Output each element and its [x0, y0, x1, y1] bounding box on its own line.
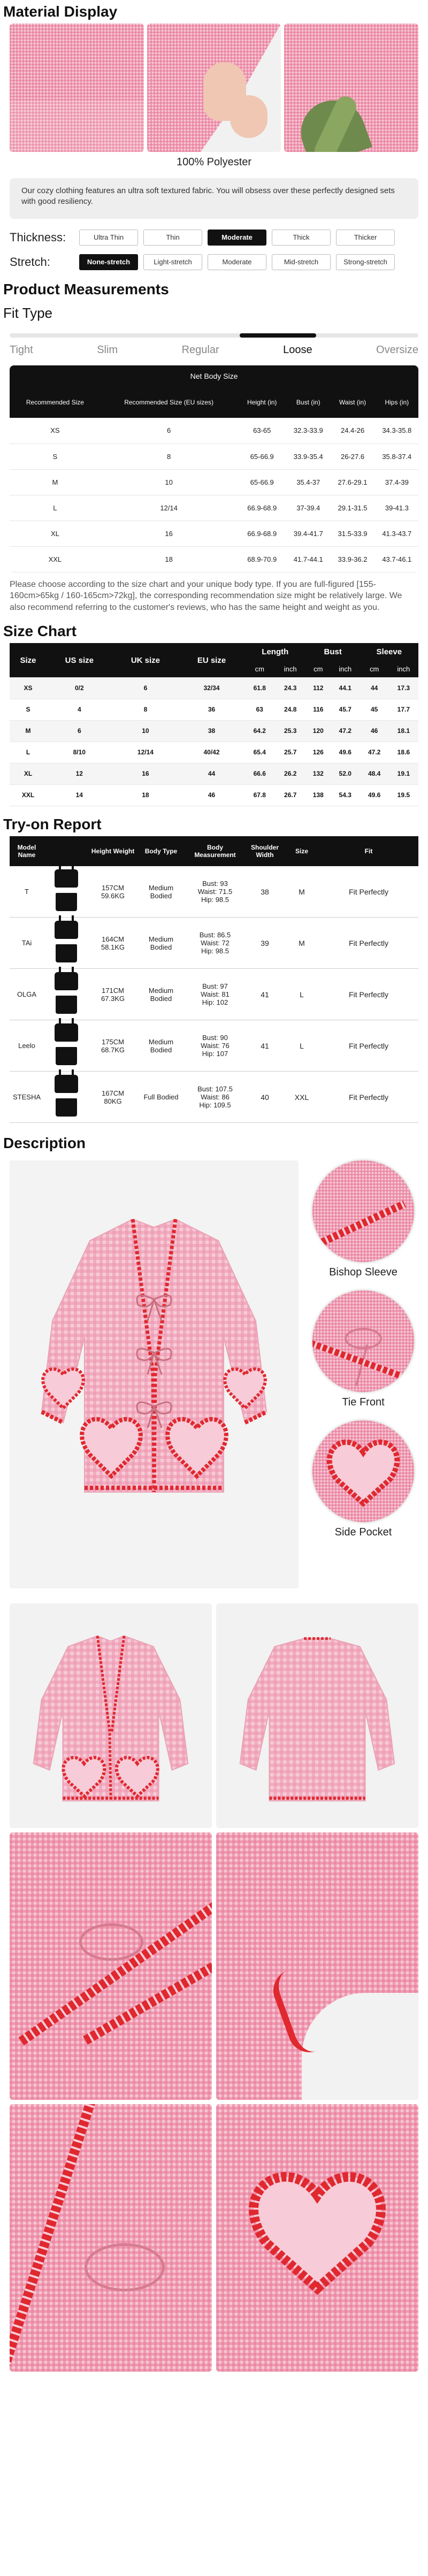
size-chart-cell: 138: [306, 784, 331, 806]
outfit-thumbnail: [44, 918, 89, 969]
model-name: STESHA: [10, 1072, 44, 1123]
tryon-table: [10, 836, 418, 1123]
thickness-option[interactable]: Ultra Thin: [79, 230, 138, 246]
height-weight: [89, 1072, 137, 1123]
measurement-line: Bust: 97: [202, 982, 228, 991]
tryon-row: [10, 1020, 418, 1072]
cardigan-front-icon: [10, 1603, 212, 1828]
size-chart-cell: 44: [360, 677, 389, 699]
size-chart-cell: 32/34: [179, 677, 244, 699]
size-chart-cell: 8: [112, 699, 179, 720]
size-chart-cell: 45.7: [331, 699, 360, 720]
sleeve-closeup-photo[interactable]: [216, 1832, 418, 2100]
size-chart-cell: 4: [47, 699, 112, 720]
size-chart-cell: 25.3: [275, 720, 306, 742]
side-pocket-detail[interactable]: [312, 1420, 414, 1522]
stretch-option[interactable]: Mid-stretch: [272, 254, 331, 270]
thickness-option-selected[interactable]: Moderate: [208, 230, 266, 246]
fit-bar: [10, 333, 418, 338]
size-chart-cell: 25.7: [275, 742, 306, 763]
size-chart-cell: 116: [306, 699, 331, 720]
gallery-row-2: [0, 1832, 428, 2100]
model-height: 164CM: [102, 935, 124, 943]
shorts-garment-icon: [56, 1047, 77, 1065]
size-chart-cell: 61.8: [244, 677, 275, 699]
body-size-cell: 16: [101, 521, 238, 546]
body-size-cell: 35.4-37: [287, 469, 330, 495]
thickness-label: Thickness:: [10, 231, 66, 244]
material-images: [0, 24, 428, 152]
detail-label: Bishop Sleeve: [329, 1266, 398, 1279]
fit-option: Slim: [97, 344, 118, 356]
unit-header: inch: [331, 660, 360, 677]
size-chart-cell: 65.4: [244, 742, 275, 763]
model-weight: 68.7KG: [101, 1045, 125, 1054]
tryon-row: [10, 918, 418, 969]
measurement-line: Hip: 109.5: [199, 1101, 231, 1110]
size-chart-cell: 112: [306, 677, 331, 699]
size-chart-cell: 18: [112, 784, 179, 806]
col-header: Body Type: [137, 836, 185, 866]
body-size-cell: 18: [101, 546, 238, 572]
top-garment-icon: [55, 921, 78, 939]
unit-header: inch: [275, 660, 306, 677]
size-chart-cell: 47.2: [331, 720, 360, 742]
shorts-garment-icon: [56, 1098, 77, 1117]
measurement-line: Waist: 86: [201, 1093, 230, 1102]
size-chart-cell: 46: [179, 784, 244, 806]
col-header: Model Name: [10, 836, 44, 866]
size-chart-cell: S: [10, 699, 47, 720]
size-chart-cell: 18.1: [389, 720, 418, 742]
col-header: Fit: [319, 836, 418, 866]
col-header: Waist (in): [330, 387, 375, 418]
body-measurement: [185, 866, 245, 918]
model-name: OLGA: [10, 969, 44, 1020]
body-size-cell: 68.9-70.9: [237, 546, 287, 572]
size-chart-cell: 16: [112, 763, 179, 784]
body-size-cell: 8: [101, 444, 238, 469]
size-chart-cell: 49.6: [331, 742, 360, 763]
body-size-row: [10, 521, 418, 546]
col-header: Size: [10, 643, 47, 677]
model-height: 157CM: [102, 883, 124, 892]
model-size: M: [285, 918, 319, 969]
col-header: Bust: [306, 643, 360, 660]
col-header: Shoulder Width: [245, 836, 285, 866]
body-size-cell: XXL: [10, 546, 101, 572]
model-size: M: [285, 866, 319, 918]
size-chart-cell: 63: [244, 699, 275, 720]
body-size-cell: 27.6-29.1: [330, 469, 375, 495]
body-type: Medium Bodied: [137, 1020, 185, 1072]
thickness-option[interactable]: Thicker: [336, 230, 395, 246]
bishop-sleeve-detail[interactable]: [312, 1160, 414, 1262]
outfit-icon: [52, 921, 81, 966]
fit-result: Fit Perfectly: [319, 866, 418, 918]
col-header: Size: [285, 836, 319, 866]
body-size-cell: 33.9-35.4: [287, 444, 330, 469]
size-chart-cell: 26.2: [275, 763, 306, 784]
fit-type-title: Fit Type: [3, 305, 53, 321]
outfit-icon: [52, 1075, 81, 1120]
body-size-cell: 10: [101, 469, 238, 495]
product-front-photo[interactable]: [10, 1603, 212, 1828]
shorts-garment-icon: [56, 996, 77, 1014]
size-chart-cell: M: [10, 720, 47, 742]
body-size-cell: M: [10, 469, 101, 495]
unit-header: cm: [244, 660, 275, 677]
size-chart-row: [10, 677, 418, 699]
heart-pocket-closeup-icon: [216, 2104, 418, 2372]
model-height: 167CM: [102, 1089, 124, 1097]
col-header: Recommended Size (EU sizes): [101, 387, 238, 418]
size-chart-row: [10, 763, 418, 784]
body-size-row: [10, 546, 418, 572]
outfit-icon: [52, 869, 81, 914]
model-size: XXL: [285, 1072, 319, 1123]
fit-result: Fit Perfectly: [319, 1072, 418, 1123]
body-size-cell: 37.4-39: [376, 469, 418, 495]
size-chart-cell: XL: [10, 763, 47, 784]
model-name: T: [10, 866, 44, 918]
body-size-cell: 32.3-33.9: [287, 418, 330, 444]
size-chart-section: [0, 620, 428, 806]
product-back-photo[interactable]: [216, 1603, 418, 1828]
body-type: Medium Bodied: [137, 969, 185, 1020]
fit-result: Fit Perfectly: [319, 1020, 418, 1072]
measurement-line: Bust: 93: [202, 880, 228, 888]
size-chart-cell: 45: [360, 699, 389, 720]
product-main-image[interactable]: [10, 1160, 299, 1588]
measurement-line: Waist: 72: [201, 939, 230, 947]
body-size-row: [10, 469, 418, 495]
size-note: Please choose according to the size chart and your unique body type. If you are full-figured [155-160cm>65kg / 160-165cm>72kg], the corresponding recommendation size might be relatively large. We also recommend referring to the customer's reviews, who has the same height and weight as you.: [10, 579, 402, 612]
size-chart-cell: 24.3: [275, 677, 306, 699]
model-weight: 80KG: [104, 1097, 122, 1105]
fit-type-scale: [0, 323, 428, 365]
measurement-line: Waist: 81: [201, 990, 230, 999]
fit-option: Oversize: [376, 344, 418, 356]
body-size-row: [10, 495, 418, 521]
fit-labels: [10, 344, 418, 356]
body-size-cell: 65-66.9: [237, 444, 287, 469]
body-measurement: [185, 918, 245, 969]
size-chart-cell: 36: [179, 699, 244, 720]
shorts-garment-icon: [56, 944, 77, 962]
material-caption: 100% Polyester: [176, 156, 252, 168]
outfit-thumbnail: [44, 1072, 89, 1123]
thickness-row: [0, 225, 428, 250]
size-chart-cell: 6: [47, 720, 112, 742]
shoulder-width: 39: [245, 918, 285, 969]
size-chart-cell: 64.2: [244, 720, 275, 742]
model-weight: 58.1KG: [101, 943, 125, 951]
body-size-cell: 35.8-37.4: [376, 444, 418, 469]
size-chart-cell: 6: [112, 677, 179, 699]
cardigan-back-icon: [216, 1603, 418, 1828]
body-size-cell: 66.9-68.9: [237, 495, 287, 521]
height-weight: [89, 969, 137, 1020]
thickness-option[interactable]: Thick: [272, 230, 331, 246]
body-size-row: [10, 444, 418, 469]
tie-closeup-photo[interactable]: [10, 1832, 212, 2100]
size-chart-cell: 19.1: [389, 763, 418, 784]
size-chart-cell: 12: [47, 763, 112, 784]
body-size-table: [10, 365, 418, 572]
stretch-option[interactable]: Moderate: [208, 254, 266, 270]
size-chart-cell: 46: [360, 720, 389, 742]
body-type: Medium Bodied: [137, 866, 185, 918]
model-size: L: [285, 1020, 319, 1072]
col-header: Bust (in): [287, 387, 330, 418]
body-size-cell: 39.4-41.7: [287, 521, 330, 546]
measurement-line: Hip: 107: [202, 1050, 228, 1058]
size-chart-cell: 10: [112, 720, 179, 742]
fabric-image-2[interactable]: [147, 24, 281, 152]
body-size-cell: XS: [10, 418, 101, 444]
size-chart-cell: 44: [179, 763, 244, 784]
size-chart-cell: 24.8: [275, 699, 306, 720]
shoulder-width: 40: [245, 1072, 285, 1123]
stretch-option[interactable]: Light-stretch: [143, 254, 202, 270]
size-chart-cell: 0/2: [47, 677, 112, 699]
top-garment-icon: [55, 1075, 78, 1093]
col-header: Body Measurement: [185, 836, 245, 866]
body-size-cell: 43.7-46.1: [376, 546, 418, 572]
size-chart-cell: XXL: [10, 784, 47, 806]
fit-option: Tight: [10, 344, 33, 356]
tryon-row: [10, 866, 418, 918]
measurement-line: Bust: 107.5: [197, 1085, 233, 1094]
body-type: Medium Bodied: [137, 918, 185, 969]
description-title: Description: [3, 1135, 86, 1152]
col-header: Recommended Size: [10, 387, 101, 418]
detail-callouts: [308, 1160, 418, 1599]
measurement-line: Hip: 102: [202, 998, 228, 1007]
size-chart-cell: 49.6: [360, 784, 389, 806]
measurement-line: Hip: 98.5: [201, 947, 230, 956]
body-size-cell: L: [10, 495, 101, 521]
body-measurement: [185, 1020, 245, 1072]
body-size-cell: 6: [101, 418, 238, 444]
body-size-cell: 65-66.9: [237, 469, 287, 495]
size-chart-cell: 17.7: [389, 699, 418, 720]
stretch-row: [0, 250, 428, 274]
size-chart-cell: 47.2: [360, 742, 389, 763]
fabric-image-3[interactable]: [284, 24, 418, 152]
body-size-cell: 34.3-35.8: [376, 418, 418, 444]
size-chart-table: [10, 643, 418, 806]
unit-header: cm: [360, 660, 389, 677]
model-weight: 67.3KG: [101, 994, 125, 1003]
tryon-title: Try-on Report: [3, 815, 102, 832]
col-header: Hips (in): [376, 387, 418, 418]
measurement-line: Waist: 76: [201, 1042, 230, 1050]
thickness-option[interactable]: Thin: [143, 230, 202, 246]
tryon-row: [10, 1072, 418, 1123]
height-weight: [89, 1020, 137, 1072]
measurement-line: Bust: 86.5: [199, 931, 231, 939]
size-chart-cell: 18.6: [389, 742, 418, 763]
body-size-cell: 31.5-33.9: [330, 521, 375, 546]
body-size-cell: 63-65: [237, 418, 287, 444]
col-header: Sleeve: [360, 643, 418, 660]
pocket-closeup-photo[interactable]: [216, 2104, 418, 2372]
heart-pocket-icon: [312, 1420, 414, 1522]
fit-result: Fit Perfectly: [319, 969, 418, 1020]
detail-label: Tie Front: [342, 1396, 385, 1409]
shorts-garment-icon: [56, 893, 77, 911]
fit-result: Fit Perfectly: [319, 918, 418, 969]
body-size-caption: Net Body Size: [10, 365, 418, 387]
measurements-section: [0, 278, 428, 620]
body-size-cell: S: [10, 444, 101, 469]
tryon-section: [0, 813, 428, 1123]
size-chart-cell: 120: [306, 720, 331, 742]
col-header: Length: [244, 643, 306, 660]
outfit-thumbnail: [44, 969, 89, 1020]
body-size-cell: 12/14: [101, 495, 238, 521]
size-chart-cell: 14: [47, 784, 112, 806]
measurement-line: Bust: 90: [202, 1034, 228, 1042]
size-chart-cell: 66.6: [244, 763, 275, 784]
measurement-line: Waist: 71.5: [197, 888, 233, 896]
description-section: [0, 1132, 428, 2372]
model-height: 171CM: [102, 986, 124, 995]
shoulder-width: 41: [245, 1020, 285, 1072]
body-size-cell: 39-41.3: [376, 495, 418, 521]
measurement-line: Hip: 98.5: [201, 896, 230, 904]
col-header: Height Weight: [89, 836, 137, 866]
measurements-title: Product Measurements: [3, 281, 169, 297]
size-chart-cell: 17.3: [389, 677, 418, 699]
stretch-option[interactable]: Strong-stretch: [336, 254, 395, 270]
cardigan-illustration: [10, 1160, 299, 1588]
size-chart-cell: 40/42: [179, 742, 244, 763]
model-weight: 59.6KG: [101, 891, 125, 900]
size-chart-row: [10, 699, 418, 720]
unit-header: inch: [389, 660, 418, 677]
height-weight: [89, 866, 137, 918]
detail-label: Side Pocket: [334, 1526, 392, 1539]
gallery-row-1: [0, 1603, 428, 1828]
size-chart-title: Size Chart: [3, 623, 77, 640]
size-chart-cell: 8/10: [47, 742, 112, 763]
body-size-cell: 26-27.6: [330, 444, 375, 469]
size-chart-row: [10, 720, 418, 742]
model-height: 175CM: [102, 1037, 124, 1046]
fit-option: Regular: [181, 344, 219, 356]
gallery-row-3: [0, 2104, 428, 2372]
col-header: [44, 836, 89, 866]
neckline-closeup-photo[interactable]: [10, 2104, 212, 2372]
size-chart-cell: 19.5: [389, 784, 418, 806]
model-name: TAi: [10, 918, 44, 969]
col-header: UK size: [112, 643, 179, 677]
outfit-thumbnail: [44, 1020, 89, 1072]
height-weight: [89, 918, 137, 969]
body-size-cell: 29.1-31.5: [330, 495, 375, 521]
size-chart-cell: 52.0: [331, 763, 360, 784]
top-garment-icon: [55, 1023, 78, 1042]
size-chart-cell: 44.1: [331, 677, 360, 699]
col-header: EU size: [179, 643, 244, 677]
shoulder-width: 38: [245, 866, 285, 918]
model-size: L: [285, 969, 319, 1020]
body-size-cell: 33.9-36.2: [330, 546, 375, 572]
fit-bar-fill: [240, 333, 316, 338]
body-size-row: [10, 418, 418, 444]
col-header: Height (in): [237, 387, 287, 418]
fit-option-selected: Loose: [283, 344, 312, 356]
size-chart-row: [10, 784, 418, 806]
size-chart-cell: XS: [10, 677, 47, 699]
body-type: Full Bodied: [137, 1072, 185, 1123]
top-garment-icon: [55, 972, 78, 990]
stretch-option-selected[interactable]: None-stretch: [79, 254, 138, 270]
body-size-cell: 41.7-44.1: [287, 546, 330, 572]
body-size-cell: 24.4-26: [330, 418, 375, 444]
col-header: US size: [47, 643, 112, 677]
size-chart-row: [10, 742, 418, 763]
stretch-label: Stretch:: [10, 255, 50, 269]
tryon-row: [10, 969, 418, 1020]
outfit-icon: [52, 1023, 81, 1068]
body-size-cell: 37-39.4: [287, 495, 330, 521]
top-garment-icon: [55, 869, 78, 888]
outfit-icon: [52, 972, 81, 1017]
shoulder-width: 41: [245, 969, 285, 1020]
size-chart-cell: 126: [306, 742, 331, 763]
tie-front-detail[interactable]: [312, 1290, 414, 1392]
size-chart-cell: 48.4: [360, 763, 389, 784]
size-chart-cell: 132: [306, 763, 331, 784]
size-chart-cell: 67.8: [244, 784, 275, 806]
size-chart-cell: 12/14: [112, 742, 179, 763]
body-size-cell: 41.3-43.7: [376, 521, 418, 546]
size-chart-cell: 26.7: [275, 784, 306, 806]
size-chart-cell: 38: [179, 720, 244, 742]
material-title: Material Display: [3, 3, 118, 20]
size-chart-cell: L: [10, 742, 47, 763]
fabric-image-1[interactable]: [10, 24, 144, 152]
material-section: [0, 0, 428, 274]
size-chart-cell: 54.3: [331, 784, 360, 806]
body-size-cell: XL: [10, 521, 101, 546]
outfit-thumbnail: [44, 866, 89, 918]
material-description: Our cozy clothing features an ultra soft textured fabric. You will obsess over these perfectly designed sets with good resiliency.: [10, 178, 418, 219]
body-measurement: [185, 969, 245, 1020]
body-measurement: [185, 1072, 245, 1123]
unit-header: cm: [306, 660, 331, 677]
model-name: Leelo: [10, 1020, 44, 1072]
body-size-cell: 66.9-68.9: [237, 521, 287, 546]
